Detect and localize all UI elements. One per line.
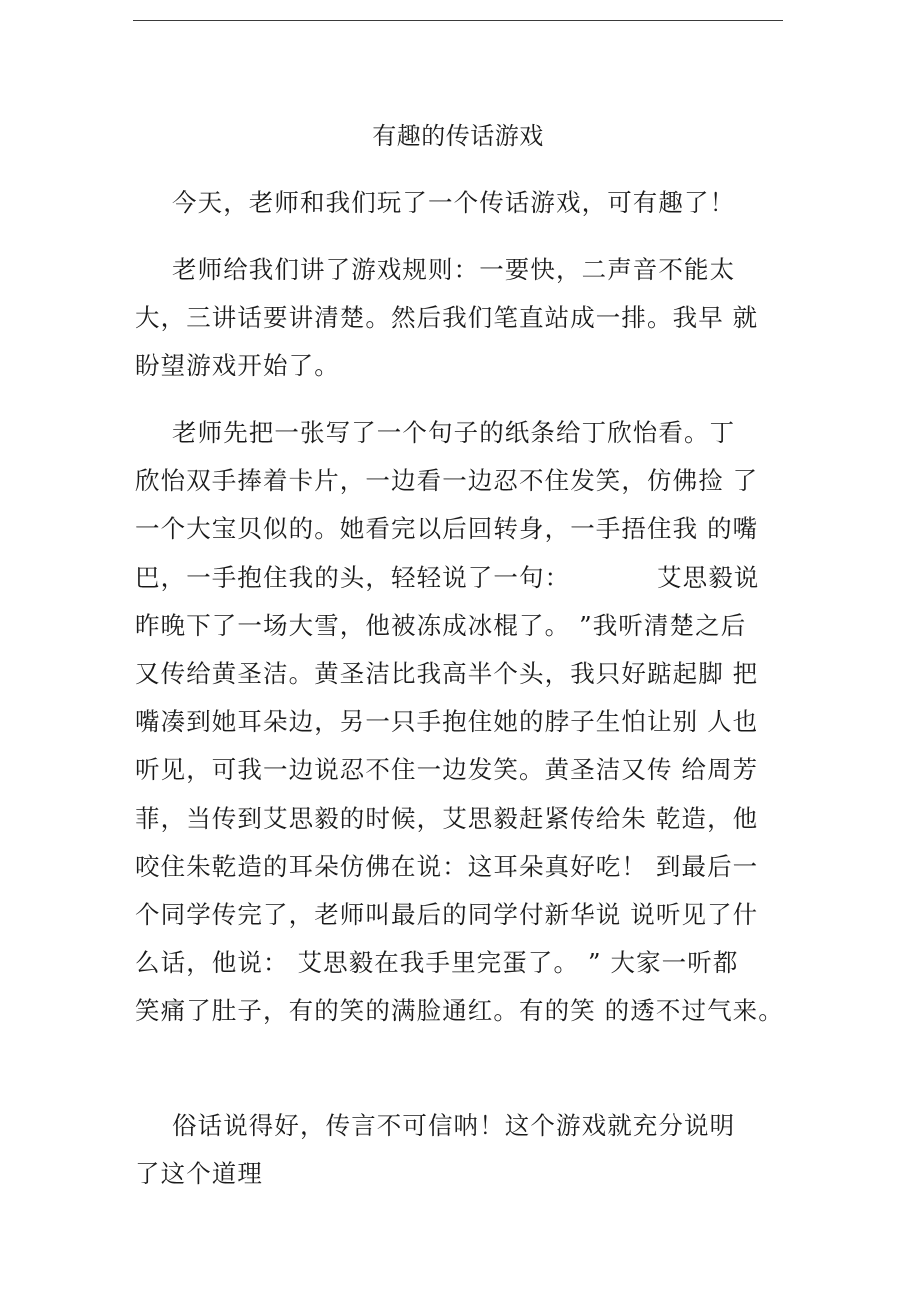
paragraph-line: 大，三讲话要讲清楚。然后我们笔直站成一排。我早 就	[135, 303, 759, 332]
paragraph-line: 笑痛了肚子，有的笑的满脸通红。有的笑 的透不过气来。	[135, 996, 784, 1025]
paragraph-line: 又传给黄圣洁。黄圣洁比我高半个头，我只好踮起脚 把	[135, 659, 759, 688]
paragraph-line: 欣怡双手捧着卡片，一边看一边忍不住发笑，仿佛捡 了	[135, 466, 759, 495]
document-title: 有趣的传话游戏	[372, 122, 544, 150]
paragraph-line: 一个大宝贝似的。她看完以后回转身，一手捂住我 的嘴	[135, 514, 759, 543]
paragraph-line: 了这个道理	[135, 1159, 263, 1188]
paragraph-line: 老师给我们讲了游戏规则：一要快，二声音不能太	[172, 255, 736, 284]
paragraph-line: 昨晚下了一场大雪，他被冻成冰棍了。 ”我听清楚之后	[135, 611, 747, 640]
paragraph-line: 咬住朱乾造的耳朵仿佛在说：这耳朵真好吃！ 到最后一	[135, 852, 759, 881]
paragraph-line: 今天，老师和我们玩了一个传话游戏，可有趣了！	[172, 188, 736, 217]
paragraph-line: 艾思毅说	[657, 563, 760, 592]
header-rule	[133, 20, 783, 21]
paragraph-line: 个同学传完了，老师叫最后的同学付新华说 说听见了什	[135, 900, 759, 929]
paragraph-line: 么话，他说： 艾思毅在我手里完蛋了。 ” 大家一听都	[135, 948, 739, 977]
paragraph-line: 老师先把一张写了一个句子的纸条给丁欣怡看。丁	[172, 418, 736, 447]
paragraph-line: 菲，当传到艾思毅的时候，艾思毅赶紧传给朱 乾造，他	[135, 804, 759, 833]
paragraph-line: 巴，一手抱住我的头，轻轻说了一句：	[135, 563, 571, 592]
paragraph-line: 盼望游戏开始了。	[135, 351, 340, 380]
paragraph-line: 俗话说得好，传言不可信呐！这个游戏就充分说明	[172, 1111, 736, 1140]
paragraph-line: 嘴凑到她耳朵边，另一只手抱住她的脖子生怕让别 人也	[135, 707, 759, 736]
paragraph-line: 听见，可我一边说忍不住一边发笑。黄圣洁又传 给周芳	[135, 755, 759, 784]
